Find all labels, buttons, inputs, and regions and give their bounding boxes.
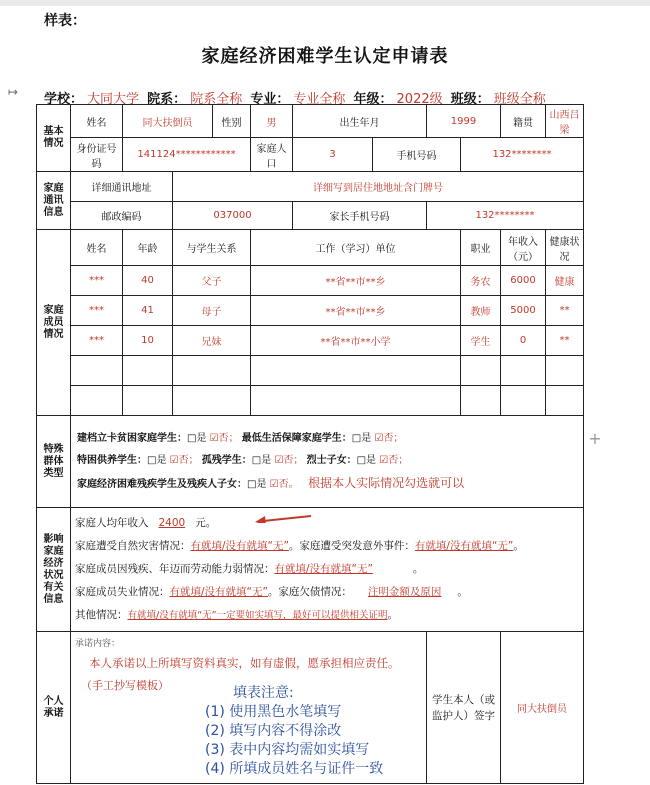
unemploy-label: 家庭成员失业情况：: [75, 586, 170, 598]
member-cell: 母子: [173, 296, 251, 326]
native-label: 籍贯: [501, 105, 546, 138]
basic-section-label: 基本情况: [37, 105, 71, 172]
arrow-icon: [253, 509, 313, 523]
phone-label: 手机号码: [373, 138, 461, 172]
family-size-label: 家庭人口: [251, 138, 293, 172]
notes-item: (2) 填写内容不得涂改: [205, 723, 342, 739]
checkbox-no-checked[interactable]: ☑否；: [374, 432, 404, 444]
other-label: 其他情况：: [75, 609, 128, 621]
member-header: 年收入（元）: [501, 230, 546, 266]
member-header: 健康状况: [546, 230, 584, 266]
notes-item: (1) 使用黑色水笔填写: [205, 704, 342, 720]
checkbox-yes[interactable]: □是: [351, 432, 372, 444]
member-cell: 兄妹: [173, 326, 251, 356]
parent-phone-value: 132********: [427, 202, 584, 230]
member-cell: 6000: [501, 266, 546, 296]
income-unit: 元。: [195, 517, 217, 529]
plus-icon[interactable]: +: [588, 429, 602, 448]
unemploy-value: 有就填/没有就填“无”: [169, 586, 268, 598]
income-label: 家庭人均年收入: [75, 517, 149, 529]
major-label: 专业：: [250, 92, 290, 107]
checkbox-yes[interactable]: □是: [251, 454, 272, 466]
member-header: 工作（学习）单位: [251, 230, 461, 266]
member-cell: **: [546, 326, 584, 356]
member-cell: 学生: [461, 326, 501, 356]
school-label: 学校：: [44, 92, 84, 107]
other-value: 有就填/没有就填“无”一定要如实填写，最好可以提供相关证明: [127, 610, 388, 621]
sample-label: 样表：: [44, 13, 86, 29]
period: 。: [513, 540, 524, 552]
grade-value: 2022级: [396, 92, 443, 107]
checkbox-yes[interactable]: □是: [147, 454, 167, 466]
checkbox-yes[interactable]: □是: [247, 478, 267, 490]
member-cell: ***: [71, 326, 123, 356]
contact-section-label: 家庭通讯信息: [37, 172, 71, 230]
impact-block: [71, 508, 584, 632]
sign-value: 同大扶倒员: [501, 632, 584, 784]
period: 。: [412, 563, 424, 575]
id-value: 141124************: [123, 138, 251, 172]
special-item: 烈士子女：: [306, 454, 357, 466]
disaster-value: 有就填/没有就填“无”: [190, 540, 289, 552]
name-value: 同大扶倒员: [123, 105, 213, 138]
member-header: 与学生关系: [173, 230, 251, 266]
postal-value: 037000: [173, 202, 293, 230]
member-cell: 健康: [546, 266, 584, 296]
birth-value: 1999: [427, 105, 501, 138]
special-item: 最低生活保障家庭学生：: [241, 432, 352, 444]
checkbox-yes[interactable]: □是: [187, 432, 207, 444]
accident-value: 有就填/没有就填“无”: [414, 540, 514, 552]
checkbox-no-checked[interactable]: ☑否。: [269, 478, 299, 490]
member-cell: 父子: [173, 266, 251, 296]
application-form-table: [36, 104, 584, 784]
illness-label: 家庭成员因残疾、年迈而劳动能力弱情况：: [75, 563, 275, 575]
postal-label: 邮政编码: [71, 202, 173, 230]
dept-value: 院系全称: [190, 92, 243, 107]
member-cell: 40: [123, 266, 173, 296]
checkbox-no-checked[interactable]: ☑否；: [209, 432, 239, 444]
debt-value: 注明金额及原因: [367, 586, 442, 598]
fill-notes: [205, 684, 383, 779]
notes-heading: 填表注意:: [233, 685, 294, 701]
gender-value: 男: [251, 105, 293, 138]
period: 。: [387, 609, 399, 621]
table-row-empty: [37, 386, 584, 416]
income-value: 2400: [158, 517, 186, 529]
special-item: 特困供养学生：: [77, 454, 147, 466]
phone-value: 132********: [461, 138, 584, 172]
accident-label: 。家庭遭受突发意外事件：: [288, 540, 415, 552]
birth-label: 出生年月: [293, 105, 427, 138]
notes-item: (4) 所填成员姓名与证件一致: [205, 761, 384, 777]
class-label: 班级：: [450, 92, 490, 107]
special-note: 根据本人实际情况勾选就可以: [308, 475, 465, 490]
special-group-block: [71, 416, 584, 508]
member-cell: 10: [123, 326, 173, 356]
members-section-label: 家庭成员情况: [37, 230, 71, 416]
address-label: 详细通讯地址: [71, 172, 173, 202]
notes-item: (3) 表中内容均需如实填写: [205, 742, 370, 758]
checkbox-no-checked[interactable]: ☑否；: [169, 454, 199, 466]
form-title: 家庭经济困难学生认定申请表: [201, 46, 449, 67]
gender-label: 性别: [213, 105, 251, 138]
special-item: 家庭经济困难残疾学生及残疾人子女：: [77, 478, 247, 490]
member-cell: **省**市**小学: [251, 326, 461, 356]
school-value: 大同大学: [87, 92, 140, 107]
family-size-value: 3: [293, 138, 373, 172]
parent-phone-label: 家长手机号码: [293, 202, 427, 230]
member-cell: 教师: [461, 296, 501, 326]
paragraph-mark-icon: ↦: [8, 85, 19, 99]
member-cell: ***: [71, 266, 123, 296]
checkbox-no-checked[interactable]: ☑否；: [274, 454, 304, 466]
top-bar: [0, 0, 650, 6]
illness-value: 有就填/没有就填“无”: [274, 563, 373, 575]
member-cell: 41: [123, 296, 173, 326]
special-item: 孤残学生：: [201, 454, 252, 466]
class-value: 班级全称: [493, 92, 546, 107]
member-cell: 0: [501, 326, 546, 356]
period: 。: [457, 586, 468, 598]
member-cell: ***: [71, 296, 123, 326]
special-item: 建档立卡贫困家庭学生：: [77, 432, 187, 444]
promise-section-label: 个人承诺: [37, 632, 71, 784]
member-cell: **: [546, 296, 584, 326]
native-value: 山西吕梁: [546, 105, 584, 138]
member-cell: **省**市**乡: [251, 296, 461, 326]
member-header: 年龄: [123, 230, 173, 266]
debt-label: 。家庭欠债情况：: [267, 586, 352, 598]
table-row: [37, 296, 584, 326]
member-cell: 5000: [501, 296, 546, 326]
dept-label: 院系：: [147, 92, 187, 107]
table-row: [37, 326, 584, 356]
table-row: [37, 266, 584, 296]
checkbox-no-checked[interactable]: ☑否；: [379, 454, 409, 466]
impact-section-label: 影响家庭经济状况有关信息: [37, 508, 71, 632]
address-value: 详细写到居住地地址含门牌号: [173, 172, 584, 202]
name-label: 姓名: [71, 105, 123, 138]
member-header: 姓名: [71, 230, 123, 266]
checkbox-yes[interactable]: □是: [356, 454, 377, 466]
promise-text: 本人承诺以上所填写资料真实，如有虚假，愿承担相应责任。: [89, 656, 400, 670]
id-label: 身份证号码: [71, 138, 123, 172]
disaster-label: 家庭遭受自然灾害情况：: [75, 540, 191, 552]
promise-prompt: 承诺内容：: [75, 639, 121, 649]
member-cell: 务农: [461, 266, 501, 296]
table-row-empty: [37, 356, 584, 386]
grade-label: 年级：: [353, 92, 393, 107]
member-cell: **省**市**乡: [251, 266, 461, 296]
special-section-label: 特殊群体类型: [37, 416, 71, 508]
sign-label: 学生本人（或监护人）签字: [427, 632, 501, 784]
major-value: 专业全称: [293, 92, 346, 107]
member-header: 职业: [461, 230, 501, 266]
promise-template: （手工抄写模板）: [81, 679, 169, 692]
